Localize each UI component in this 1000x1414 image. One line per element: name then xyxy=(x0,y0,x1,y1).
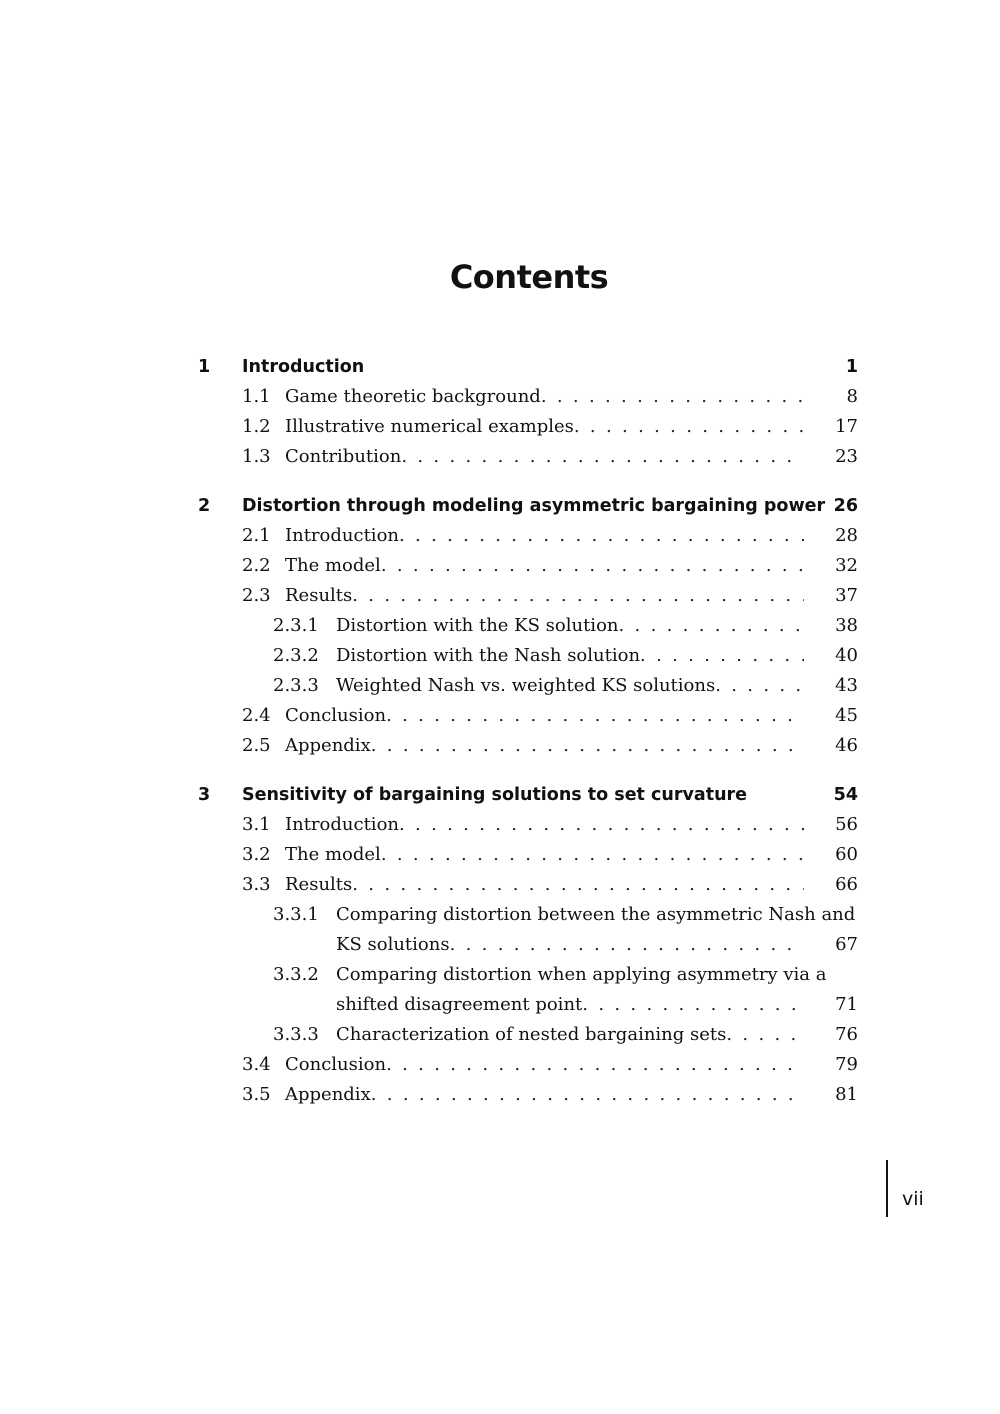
page-ref: 56 xyxy=(835,814,858,835)
section-number: 3.5 xyxy=(242,1084,271,1105)
section-number: 3.2 xyxy=(242,844,271,865)
page-ref: 38 xyxy=(835,615,858,636)
chapter-title: Introduction xyxy=(242,357,365,377)
section-title: Results xyxy=(285,585,353,606)
page-ref: 43 xyxy=(835,675,858,696)
subsection-title: Comparing distortion when applying asymmetry via a xyxy=(336,964,827,985)
toc-subsection-entry[interactable] xyxy=(198,960,858,990)
section-number: 1.1 xyxy=(242,386,271,407)
dot-leader xyxy=(619,611,805,641)
table-of-contents xyxy=(198,352,858,1129)
section-title: Appendix xyxy=(285,735,371,756)
dot-leader xyxy=(371,731,804,761)
page-ref: 67 xyxy=(835,934,858,955)
dot-leader xyxy=(574,412,804,442)
section-title: Appendix xyxy=(285,1084,371,1105)
page-ref: 26 xyxy=(833,496,858,516)
subsection-number: 2.3.1 xyxy=(273,615,319,636)
toc-section-entry[interactable] xyxy=(198,810,858,840)
page-ref: 8 xyxy=(846,386,858,407)
dot-leader xyxy=(450,930,804,960)
section-title: Illustrative numerical examples xyxy=(285,416,574,437)
dot-leader xyxy=(399,521,804,551)
subsection-title: Weighted Nash vs. weighted KS solutions xyxy=(336,675,716,696)
toc-section-entry[interactable] xyxy=(198,382,858,412)
chapter-title: Distortion through modeling asymmetric bargaining power xyxy=(242,496,826,516)
toc-section-entry[interactable] xyxy=(198,521,858,551)
subsection-number: 2.3.3 xyxy=(273,675,319,696)
page-ref: 40 xyxy=(835,645,858,666)
dot-leader xyxy=(386,701,804,731)
toc-chapter-entry[interactable] xyxy=(198,491,858,521)
section-title: Conclusion xyxy=(285,705,387,726)
chapter-number: 2 xyxy=(198,496,211,516)
page-ref: 60 xyxy=(835,844,858,865)
toc-subsection-entry[interactable] xyxy=(198,671,858,701)
section-number: 3.1 xyxy=(242,814,271,835)
toc-subsection-entry[interactable] xyxy=(198,611,858,641)
subsection-number: 2.3.2 xyxy=(273,645,319,666)
page-ref: 37 xyxy=(835,585,858,606)
chapter-title: Sensitivity of bargaining solutions to set curvature xyxy=(242,785,748,805)
page-ref: 66 xyxy=(835,874,858,895)
subsection-title: Distortion with the KS solution xyxy=(336,615,619,636)
toc-section-entry[interactable] xyxy=(198,412,858,442)
page-ref: 54 xyxy=(833,785,858,805)
toc-section-entry[interactable] xyxy=(198,731,858,761)
toc-section-entry[interactable] xyxy=(198,1080,858,1110)
subsection-title: Comparing distortion between the asymmetric Nash and xyxy=(336,904,856,925)
section-number: 2.1 xyxy=(242,525,271,546)
section-title: The model xyxy=(285,844,381,865)
chapter-2 xyxy=(198,491,858,761)
dot-leader xyxy=(726,1020,804,1050)
page-ref: 17 xyxy=(835,416,858,437)
dot-leader xyxy=(399,810,804,840)
dot-leader xyxy=(386,1050,804,1080)
dot-leader xyxy=(381,840,804,870)
toc-subsection-entry[interactable] xyxy=(198,1020,858,1050)
toc-chapter-entry[interactable] xyxy=(198,780,858,810)
dot-leader xyxy=(381,551,804,581)
toc-section-entry[interactable] xyxy=(198,442,858,472)
section-title: Contribution xyxy=(285,446,402,467)
dot-leader xyxy=(541,382,804,412)
toc-section-entry[interactable] xyxy=(198,551,858,581)
chapter-number: 3 xyxy=(198,785,211,805)
section-number: 1.2 xyxy=(242,416,271,437)
chapter-3 xyxy=(198,780,858,1110)
dot-leader xyxy=(715,671,804,701)
subsection-title: Characterization of nested bargaining sets xyxy=(336,1024,727,1045)
dot-leader xyxy=(640,641,804,671)
section-title: Results xyxy=(285,874,353,895)
page-ref: 46 xyxy=(835,735,858,756)
section-title: The model xyxy=(285,555,381,576)
dot-leader xyxy=(352,870,804,900)
toc-section-entry[interactable] xyxy=(198,840,858,870)
page-ref: 28 xyxy=(835,525,858,546)
dot-leader xyxy=(352,581,804,611)
page-ref: 1 xyxy=(845,357,858,377)
toc-section-entry[interactable] xyxy=(198,870,858,900)
toc-subsection-continuation[interactable] xyxy=(198,930,858,960)
toc-section-entry[interactable] xyxy=(198,701,858,731)
section-number: 2.4 xyxy=(242,705,271,726)
toc-subsection-entry[interactable] xyxy=(198,641,858,671)
page-ref: 45 xyxy=(835,705,858,726)
chapter-number: 1 xyxy=(198,357,211,377)
section-number: 2.3 xyxy=(242,585,271,606)
section-title: Introduction xyxy=(285,525,399,546)
toc-chapter-entry[interactable] xyxy=(198,352,858,382)
subsection-number: 3.3.2 xyxy=(273,964,319,985)
subsection-title: Distortion with the Nash solution xyxy=(336,645,641,666)
subsection-title-continued: shifted disagreement point xyxy=(336,994,583,1015)
toc-subsection-continuation[interactable] xyxy=(198,990,858,1020)
thumb-index-bar xyxy=(886,1160,888,1217)
subsection-number: 3.3.1 xyxy=(273,904,319,925)
section-number: 2.5 xyxy=(242,735,271,756)
section-number: 3.3 xyxy=(242,874,271,895)
page-ref: 79 xyxy=(835,1054,858,1075)
toc-section-entry[interactable] xyxy=(198,581,858,611)
section-number: 2.2 xyxy=(242,555,271,576)
page-title: Contents xyxy=(449,258,609,296)
section-title: Game theoretic background xyxy=(285,386,541,407)
dot-leader xyxy=(371,1080,804,1110)
subsection-number: 3.3.3 xyxy=(273,1024,319,1045)
page-ref: 71 xyxy=(835,994,858,1015)
page-ref: 23 xyxy=(835,446,858,467)
toc-section-entry[interactable] xyxy=(198,1050,858,1080)
page-ref: 76 xyxy=(835,1024,858,1045)
chapter-1 xyxy=(198,352,858,472)
subsection-title-continued: KS solutions xyxy=(336,934,450,955)
page-ref: 32 xyxy=(835,555,858,576)
toc-subsection-entry[interactable] xyxy=(198,900,858,930)
page-number: vii xyxy=(902,1188,924,1210)
section-number: 1.3 xyxy=(242,446,271,467)
page-ref: 81 xyxy=(835,1084,858,1105)
section-title: Conclusion xyxy=(285,1054,387,1075)
dot-leader xyxy=(582,990,804,1020)
dot-leader xyxy=(401,442,804,472)
section-title: Introduction xyxy=(285,814,399,835)
section-number: 3.4 xyxy=(242,1054,271,1075)
